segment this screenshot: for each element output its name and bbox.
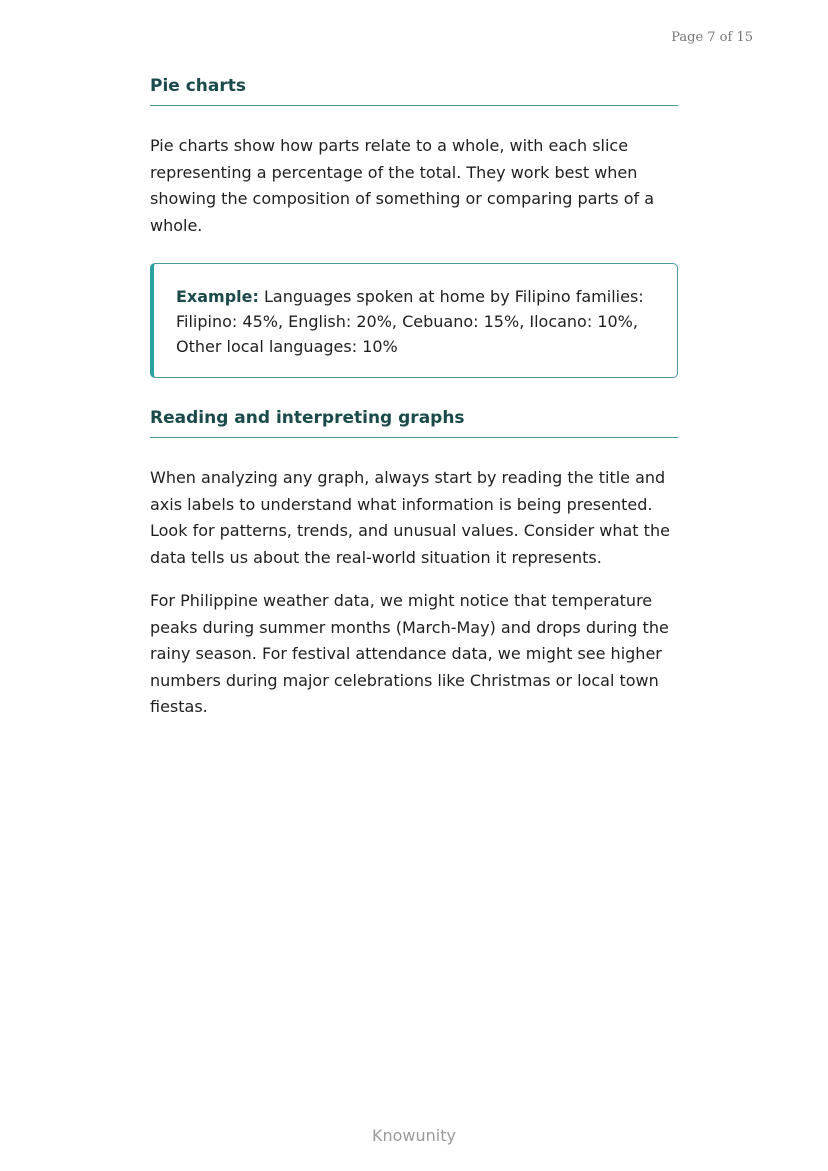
section-pie-charts — [150, 76, 678, 378]
page-number: Page 7 of 15 — [671, 30, 753, 45]
reading-graphs-paragraph-1: When analyzing any graph, always start by reading the title and axis labels to understand what information is being presented. Look for patterns, trends, and unusual values. Consider what the data tells us about the real-world situation it represents. — [150, 468, 670, 567]
section-heading-reading-graphs: Reading and interpreting graphs — [150, 408, 678, 438]
section-heading-pie-charts: Pie charts — [150, 76, 678, 106]
example-title: Languages spoken at home by Filipino families: — [264, 287, 644, 306]
page-content — [150, 76, 678, 721]
example-callout — [150, 263, 678, 378]
pie-charts-intro-paragraph: Pie charts show how parts relate to a whole, with each slice representing a percentage of the total. They work best when showing the composition of something or comparing parts of a whole. — [150, 136, 654, 235]
footer-brand: Knowunity — [372, 1126, 456, 1145]
section-reading-graphs — [150, 408, 678, 721]
reading-graphs-paragraph-2: For Philippine weather data, we might notice that temperature peaks during summer months (March-May) and drops during the rainy season. For festival attendance data, we might see higher numbers during major celebrations like Christmas or local town fiestas. — [150, 591, 669, 716]
example-values: Filipino: 45%, English: 20%, Cebuano: 15%, Ilocano: 10%, Other local languages: 10% — [176, 312, 638, 356]
example-label: Example: — [176, 287, 259, 306]
